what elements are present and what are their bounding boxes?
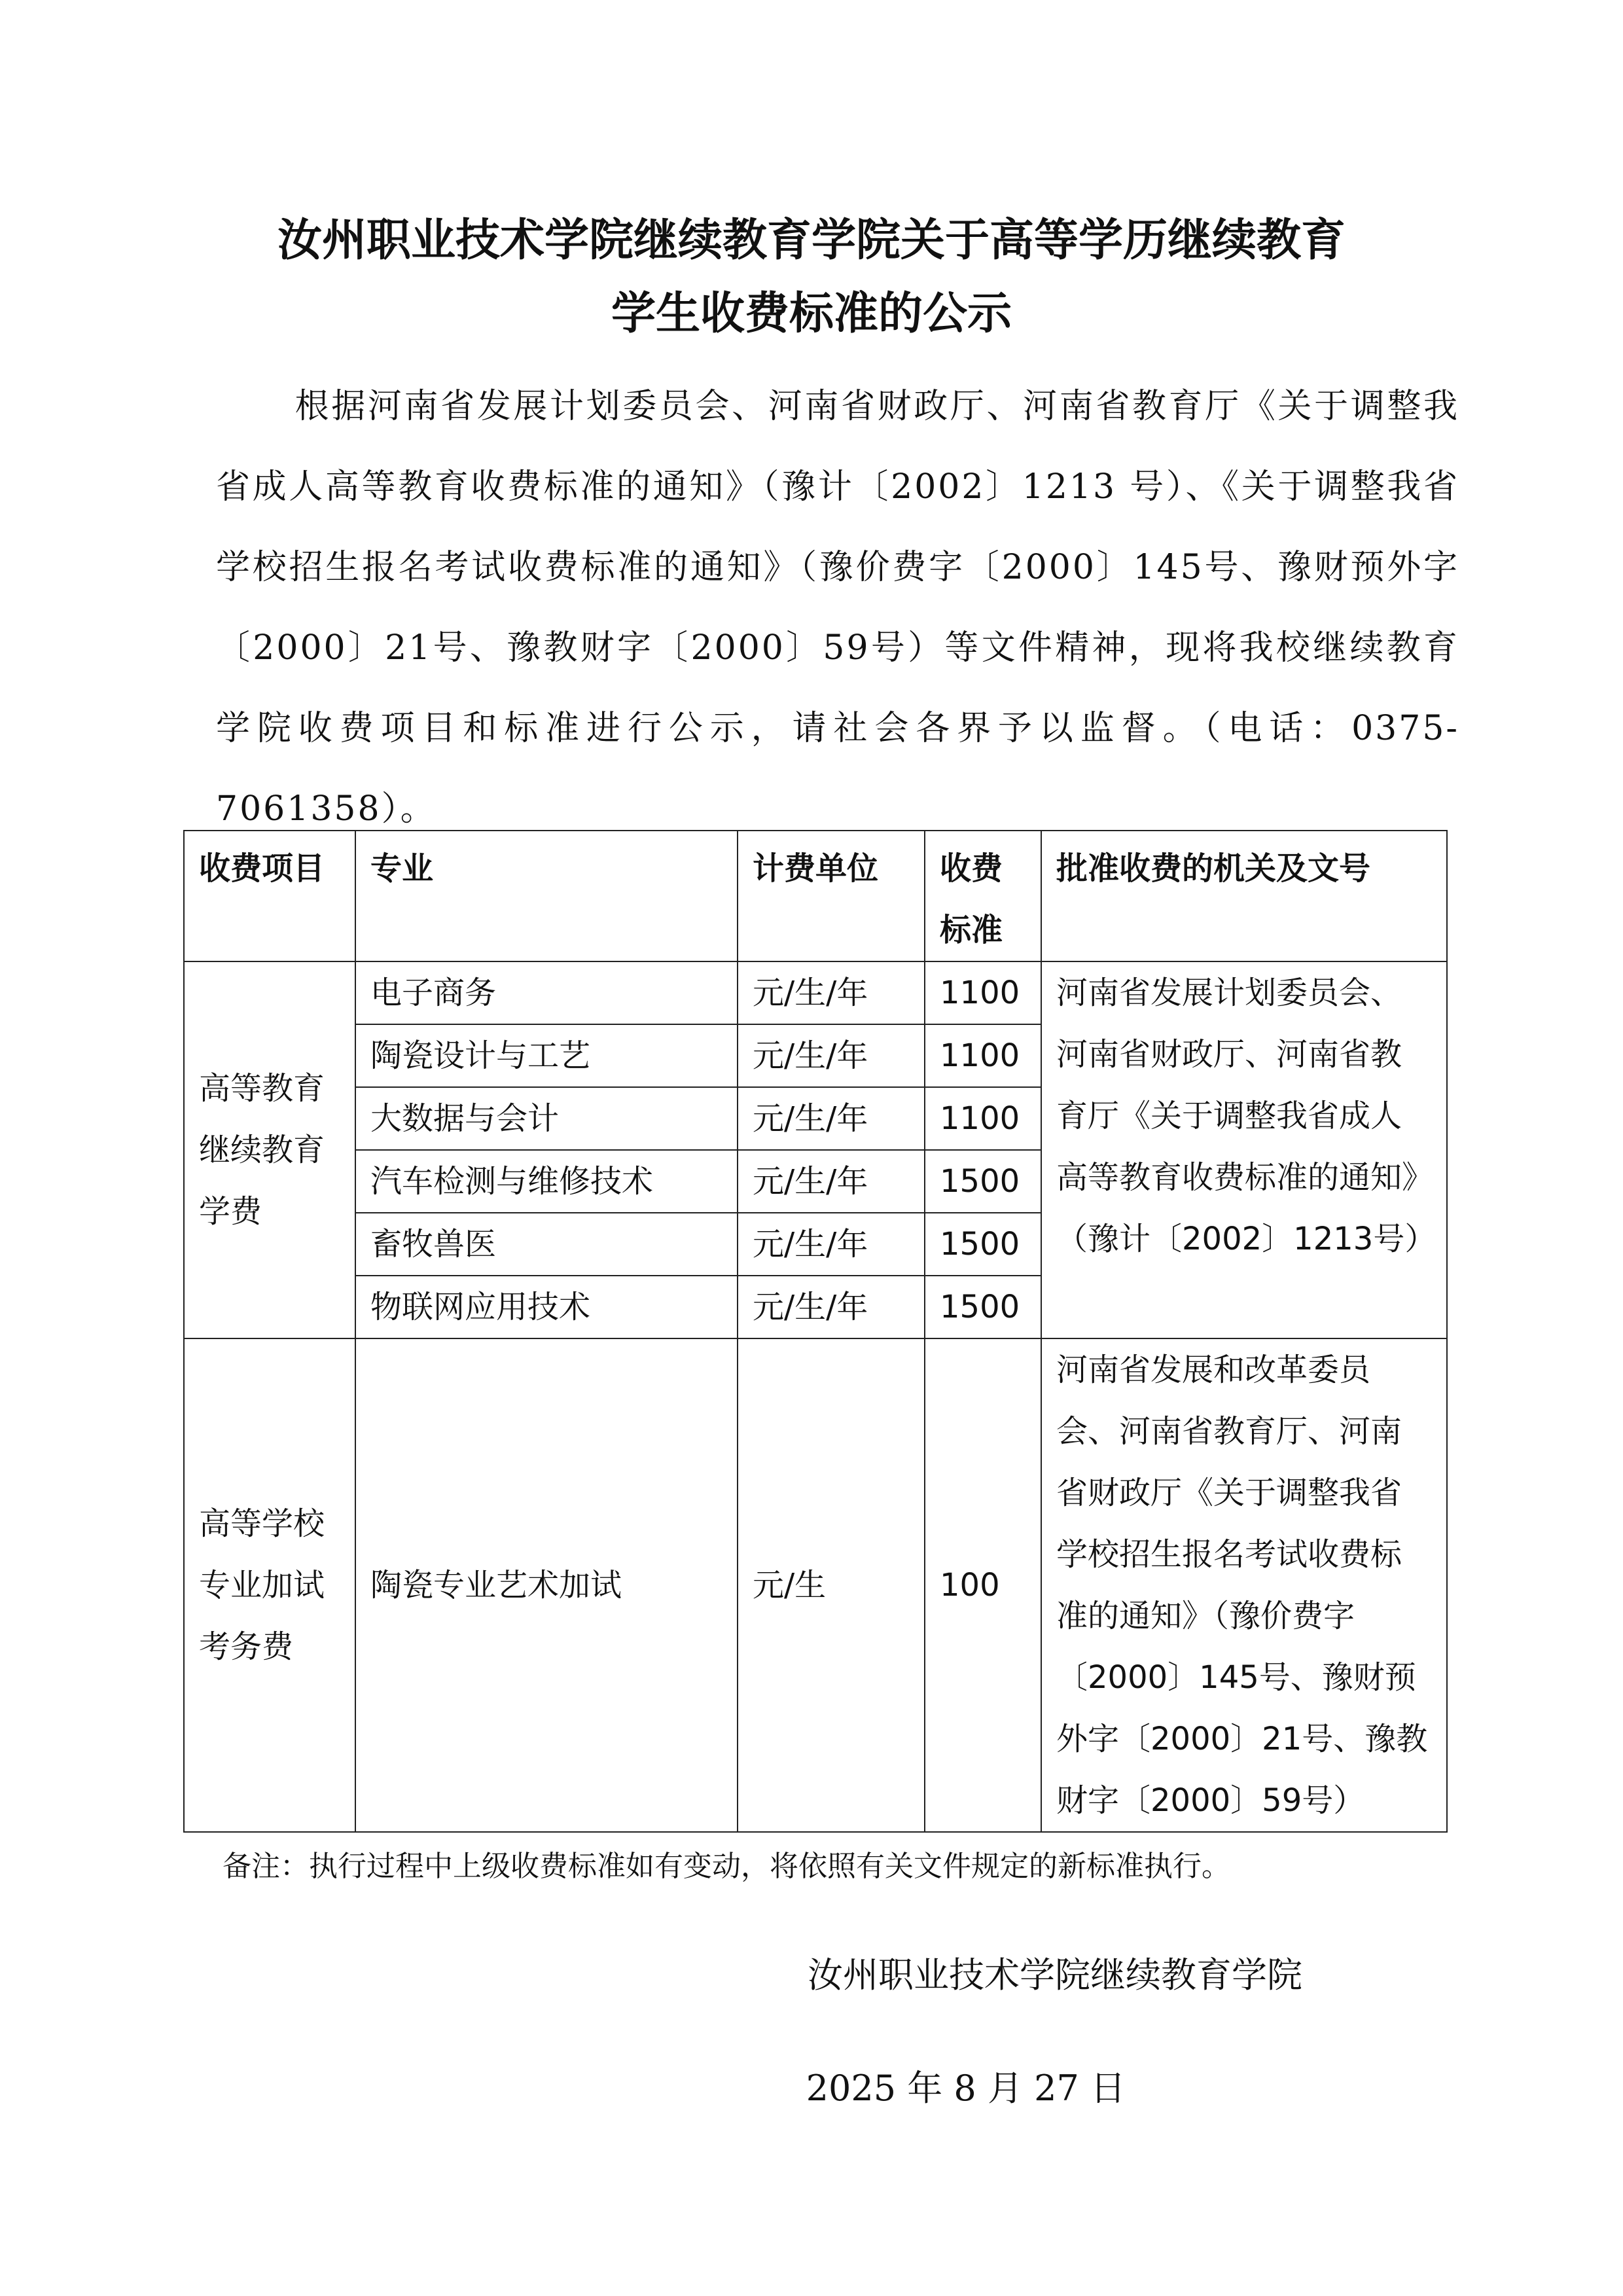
fee-cell: 1100 xyxy=(925,1087,1041,1150)
fee-table xyxy=(183,830,1448,1833)
group1-item: 高等教育继续教育学费 xyxy=(184,961,355,1338)
group2-authority: 河南省发展和改革委员会、河南省教育厅、河南省财政厅《关于调整我省学校招生报名考试收费标准的通知》（豫价费字〔2000〕145号、豫财预外字〔2000〕21号、豫教财字〔2000〕59号） xyxy=(1041,1338,1447,1832)
unit-cell: 元/生/年 xyxy=(738,1150,925,1213)
unit-cell: 元/生/年 xyxy=(738,1024,925,1087)
group2-item: 高等学校专业加试考务费 xyxy=(184,1338,355,1832)
major-cell: 大数据与会计 xyxy=(355,1087,738,1150)
fee-cell: 1100 xyxy=(925,961,1041,1024)
table-header-row xyxy=(184,831,1447,961)
header-item: 收费项目 xyxy=(184,831,355,961)
header-standard: 收费标准 xyxy=(925,831,1041,961)
fee-cell: 1500 xyxy=(925,1213,1041,1276)
signature-org: 汝州职业技术学院继续教育学院 xyxy=(808,1954,1302,1996)
major-cell: 电子商务 xyxy=(355,961,738,1024)
major-cell: 汽车检测与维修技术 xyxy=(355,1150,738,1213)
header-authority: 批准收费的机关及文号 xyxy=(1041,831,1447,961)
unit-cell: 元/生/年 xyxy=(738,1087,925,1150)
intro-text: 根据河南省发展计划委员会、河南省财政厅、河南省教育厅《关于调整我省成人高等教育收费标准的通知》（豫计〔2002〕1213 号）、《关于调整我省学校招生报名考试收费标准的通知》（豫价费字〔2000〕145号、豫财预外字〔2000〕21号、豫教财字〔2000〕59号）等文件精神，现将我校继续教育学院收费项目和标准进行公示，请社会各界予以监督。（电话：0375-7061358）。 xyxy=(216,387,1459,829)
unit-cell: 元/生/年 xyxy=(738,1276,925,1338)
group1-authority: 河南省发展计划委员会、河南省财政厅、河南省教育厅《关于调整我省成人高等教育收费标准的通知》（豫计〔2002〕1213号） xyxy=(1041,961,1447,1338)
unit-cell: 元/生/年 xyxy=(738,1213,925,1276)
fee-cell: 1500 xyxy=(925,1276,1041,1338)
document-title-line-1: 汝州职业技术学院继续教育学院关于高等学历继续教育 xyxy=(277,215,1346,266)
fee-cell: 1100 xyxy=(925,1024,1041,1087)
document-title-line-2: 学生收费标准的公示 xyxy=(611,288,1012,340)
signature-date: 2025 年 8 月 27 日 xyxy=(806,2068,1126,2109)
table-row xyxy=(184,1338,1447,1832)
major-cell: 物联网应用技术 xyxy=(355,1276,738,1338)
major-cell: 畜牧兽医 xyxy=(355,1213,738,1276)
major-cell: 陶瓷设计与工艺 xyxy=(355,1024,738,1087)
group2-major: 陶瓷专业艺术加试 xyxy=(355,1338,738,1832)
group2-fee: 100 xyxy=(925,1338,1041,1832)
fee-cell: 1500 xyxy=(925,1150,1041,1213)
table-row xyxy=(184,961,1447,1024)
group2-unit: 元/生 xyxy=(738,1338,925,1832)
intro-paragraph xyxy=(216,367,1459,850)
header-unit: 计费单位 xyxy=(738,831,925,961)
header-major: 专业 xyxy=(355,831,738,961)
footnote: 备注：执行过程中上级收费标准如有变动，将依照有关文件规定的新标准执行。 xyxy=(223,1850,1230,1883)
unit-cell: 元/生/年 xyxy=(738,961,925,1024)
